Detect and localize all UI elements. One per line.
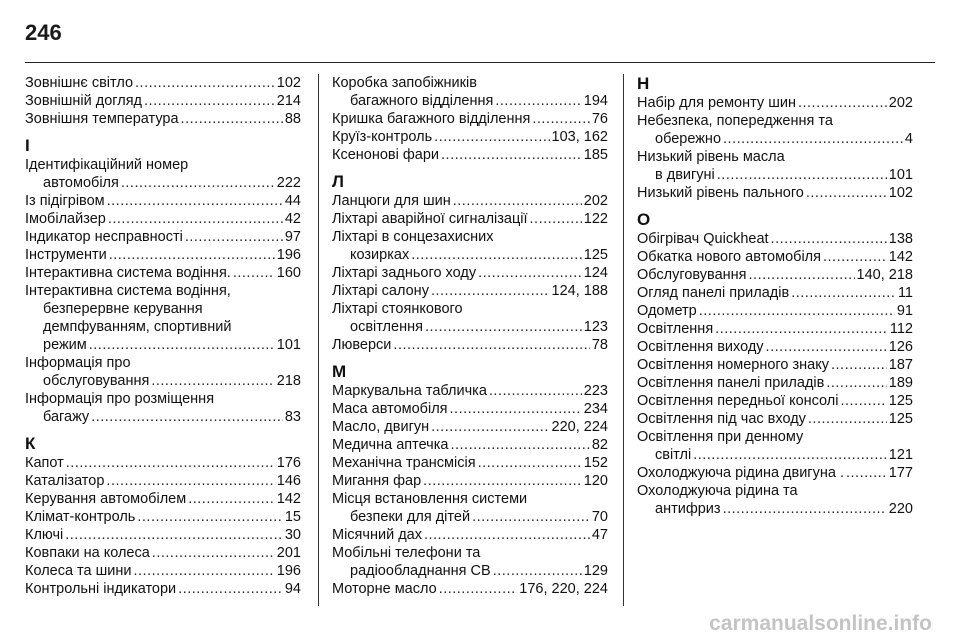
index-page-reference: 44 (284, 193, 301, 209)
index-entry (637, 184, 913, 202)
index-entry (332, 228, 608, 264)
index-page-reference: 15 (284, 509, 301, 525)
dot-leader (106, 472, 274, 490)
index-entry-text: Мобільні телефони та (332, 545, 481, 561)
index-page-reference: 91 (896, 303, 913, 319)
index-page-reference: 125 (583, 247, 608, 263)
index-entry (332, 264, 608, 282)
index-entry-text: Небезпека, попередження та (637, 113, 833, 129)
dot-leader (178, 580, 283, 598)
index-entry (25, 526, 301, 544)
index-entry-text: Освітлення при денному (637, 429, 804, 445)
index-entry-text: Інструменти (25, 247, 107, 263)
index-entry (332, 336, 608, 354)
index-page-reference: 102 (888, 185, 913, 201)
index-entry-text: Медична аптечка (332, 437, 449, 453)
index-entry (332, 110, 608, 128)
index-entry-text: Освітлення під час входу (637, 411, 806, 427)
index-page-reference: 146 (276, 473, 301, 489)
index-entry-text: Колеса та шини (25, 563, 132, 579)
dot-leader (425, 318, 582, 336)
index-entry (637, 248, 913, 266)
dot-leader (181, 110, 283, 128)
index-page-reference: 124, 188 (551, 283, 608, 299)
index-entry-text: антифриз (655, 501, 721, 517)
dot-leader (89, 336, 275, 354)
dot-leader (478, 454, 582, 472)
index-page-reference: 201 (276, 545, 301, 561)
index-entry-text: Інтерактивна система водіння. (25, 265, 231, 281)
index-entry-text: Низький рівень пального (637, 185, 804, 201)
index-entry-text: Зовнішнє світло (25, 75, 134, 91)
index-page-reference: 125 (888, 411, 913, 427)
index-entry-text: Зовнішня температура (25, 111, 179, 127)
index-entry (637, 410, 913, 428)
page-number: 246 (25, 20, 62, 45)
column-divider (623, 74, 624, 606)
index-page-reference: 103, 162 (551, 129, 608, 145)
index-entry (25, 490, 301, 508)
index-letter-heading: О (637, 210, 651, 229)
dot-leader (144, 92, 275, 110)
index-page-reference: 120 (583, 473, 608, 489)
index-column-2 (332, 74, 608, 598)
index-page-reference: 218 (276, 373, 301, 389)
index-page-reference: 220 (888, 501, 913, 517)
index-entry-text: Ліхтарі салону (332, 283, 429, 299)
index-page-reference: 152 (583, 455, 608, 471)
index-letter-heading: М (332, 362, 347, 381)
dot-leader (121, 174, 275, 192)
index-group (25, 434, 301, 598)
index-entry-text: Інформація про (25, 355, 131, 371)
index-page-reference: 234 (583, 401, 608, 417)
index-entry-text: освітлення (350, 319, 423, 335)
index-entry-text: Ідентифікаційний номер (25, 157, 189, 173)
index-page-reference: 202 (583, 193, 608, 209)
index-entry-text: Клімат-контроль (25, 509, 136, 525)
dot-leader (133, 562, 274, 580)
index-page-reference: 129 (583, 563, 608, 579)
index-entry-text: Кришка багажного відділення (332, 111, 531, 127)
index-group (332, 362, 608, 598)
index-entry-text: Низький рівень масла (637, 149, 785, 165)
index-entry-text: Із підігрівом (25, 193, 105, 209)
dot-leader (717, 166, 887, 184)
index-page-reference: 102 (276, 75, 301, 91)
index-page-reference: 189 (888, 375, 913, 391)
index-entry-text: Інформація про розміщення (25, 391, 215, 407)
index-entry-text: козирках (350, 247, 410, 263)
index-entry (637, 320, 913, 338)
index-entry-text: Місця встановлення системи (332, 491, 528, 507)
index-entry (25, 92, 301, 110)
index-entry (637, 94, 913, 112)
dot-leader (439, 580, 518, 598)
index-entry-text: Круїз-контроль (332, 129, 433, 145)
index-entry (637, 392, 913, 410)
index-entry-text: Освітлення панелі приладів (637, 375, 825, 391)
watermark: carmanualsonline.info (709, 612, 932, 635)
index-entry-text: Охолоджуюча рідина двигуна . (637, 465, 844, 481)
index-page-reference: 223 (583, 383, 608, 399)
dot-leader (841, 392, 887, 410)
dot-leader (151, 372, 274, 390)
index-entry (637, 464, 913, 482)
index-entry (332, 418, 608, 436)
index-entry (637, 428, 913, 464)
index-entry (25, 156, 301, 192)
index-entry-text: Ліхтарі аварійної сигналізації (332, 211, 528, 227)
index-entry (332, 146, 608, 164)
index-page-reference: 70 (591, 509, 608, 525)
index-entry (25, 192, 301, 210)
index-entry (332, 544, 608, 580)
index-page-reference: 112 (889, 321, 913, 337)
index-entry-text: Освітлення виходу (637, 339, 764, 355)
index-entry-text: Ключі (25, 527, 64, 543)
index-entry-text: Індикатор несправності (25, 229, 183, 245)
index-entry-text: Обслуговування (637, 267, 747, 283)
index-page-reference: 126 (888, 339, 913, 355)
index-entry-text: Ліхтарі в сонцезахисних (332, 229, 494, 245)
index-entry-text: світлі (655, 447, 692, 463)
index-page-reference: 88 (284, 111, 301, 127)
index-entry-text: Зовнішній догляд (25, 93, 143, 109)
index-entry-text: обслуговування (43, 373, 150, 389)
index-entry (637, 374, 913, 392)
index-entry-text: Ланцюги для шин (332, 193, 451, 209)
index-entry (25, 454, 301, 472)
index-page-reference: 214 (276, 93, 301, 109)
index-entry (25, 390, 301, 426)
index-page-reference: 187 (888, 357, 913, 373)
index-entry (332, 300, 608, 336)
index-entry-text: Освітлення передньої консолі (637, 393, 839, 409)
index-entry-text: Коробка запобіжників (332, 75, 477, 91)
dot-leader (699, 302, 895, 320)
index-page-reference: 125 (888, 393, 913, 409)
index-entry (332, 454, 608, 472)
dot-leader (450, 436, 589, 454)
index-entry (25, 210, 301, 228)
index-entry-text: Освітлення номерного знаку (637, 357, 829, 373)
index-entry-text: обережно (655, 131, 722, 147)
dot-leader (715, 320, 888, 338)
index-entry (637, 338, 913, 356)
index-page-reference: 101 (888, 167, 913, 183)
index-entry-text: Керування автомобілем (25, 491, 187, 507)
index-entry-text: Освітлення (637, 321, 714, 337)
dot-leader (411, 246, 582, 264)
index-entry-text: Обігрівач Quickheat (637, 231, 769, 247)
dot-leader (478, 264, 582, 282)
dot-leader (693, 446, 887, 464)
dot-leader (749, 266, 855, 284)
dot-leader (91, 408, 283, 426)
dot-leader (846, 464, 887, 482)
index-entry-text: Маркувальна табличка (332, 383, 487, 399)
index-entry-text: Інтерактивна система водіння, (25, 283, 231, 299)
index-entry-text: Капот (25, 455, 64, 471)
dot-leader (109, 246, 275, 264)
index-entry (25, 354, 301, 390)
column-divider (318, 74, 319, 606)
index-entry-text: Мигання фар (332, 473, 422, 489)
dot-leader (489, 382, 582, 400)
dot-leader (66, 454, 275, 472)
index-page-reference: 42 (284, 211, 301, 227)
dot-leader (450, 400, 582, 418)
index-page-reference: 124 (583, 265, 608, 281)
dot-leader (826, 374, 886, 392)
dot-leader (233, 264, 275, 282)
index-entry (637, 482, 913, 518)
index-entry-text: безперервне керування (43, 301, 203, 317)
index-page-reference: 123 (583, 319, 608, 335)
index-letter-heading: І (25, 136, 30, 155)
index-entry (637, 356, 913, 374)
index-entry (332, 526, 608, 544)
index-entry (332, 128, 608, 146)
dot-leader (137, 508, 283, 526)
dot-leader (135, 74, 275, 92)
index-page-reference: 11 (897, 285, 913, 301)
index-page-reference: 94 (284, 581, 301, 597)
index-page-reference: 194 (583, 93, 608, 109)
index-group (332, 172, 608, 354)
header-rule (25, 62, 935, 63)
index-entry (332, 382, 608, 400)
dot-leader (723, 500, 887, 518)
index-page-reference: 4 (904, 131, 913, 147)
index-entry-text: Моторне масло (332, 581, 437, 597)
index-page-reference: 142 (888, 249, 913, 265)
index-entry-text: Масло, двигун (332, 419, 430, 435)
dot-leader (185, 228, 283, 246)
index-entry (25, 228, 301, 246)
index-entry (25, 74, 301, 92)
index-page-reference: 176 (276, 455, 301, 471)
index-entry-text: Огляд панелі приладів (637, 285, 790, 301)
index-column-1 (25, 74, 301, 598)
index-entry-text: режим (43, 337, 87, 353)
index-entry (332, 472, 608, 490)
dot-leader (434, 128, 549, 146)
index-entry (332, 400, 608, 418)
index-group (25, 74, 301, 128)
index-page-reference: 142 (276, 491, 301, 507)
index-page-reference: 177 (888, 465, 913, 481)
index-entry-text: Обкатка нового автомобіля (637, 249, 821, 265)
dot-leader (495, 92, 581, 110)
index-entry-text: Ксенонові фари (332, 147, 440, 163)
index-page-reference: 220, 224 (551, 419, 608, 435)
index-page-reference: 30 (284, 527, 301, 543)
dot-leader (493, 562, 582, 580)
index-entry (25, 246, 301, 264)
index-entry-text: багажу (43, 409, 90, 425)
dot-leader (393, 336, 589, 354)
index-entry (25, 472, 301, 490)
index-entry-text: Місячний дах (332, 527, 422, 543)
index-entry (25, 562, 301, 580)
dot-leader (188, 490, 275, 508)
index-letter-heading: Н (637, 74, 650, 93)
index-entry-text: багажного відділення (350, 93, 494, 109)
dot-leader (798, 94, 887, 112)
index-entry-text: демпфуванням, спортивний (43, 319, 232, 335)
index-page-reference: 47 (591, 527, 608, 543)
index-entry-text: радіообладнання CB (350, 563, 491, 579)
index-entry (25, 264, 301, 282)
index-entry-text: Каталізатор (25, 473, 105, 489)
index-entry (332, 580, 608, 598)
index-page-reference: 76 (591, 111, 608, 127)
index-page-reference: 82 (591, 437, 608, 453)
index-page-reference: 101 (276, 337, 301, 353)
index-entry-text: Одометр (637, 303, 697, 319)
index-entry (637, 112, 913, 148)
dot-leader (808, 410, 887, 428)
index-entry (637, 302, 913, 320)
index-entry (637, 148, 913, 184)
index-page-reference: 138 (888, 231, 913, 247)
index-page-reference: 140, 218 (856, 267, 913, 283)
index-entry (25, 544, 301, 562)
index-entry-text: Контрольні індикатори (25, 581, 177, 597)
dot-leader (806, 184, 887, 202)
index-group (637, 210, 913, 518)
dot-leader (530, 210, 582, 228)
dot-leader (423, 472, 582, 490)
index-entry (332, 74, 608, 110)
index-entry-text: Ковпаки на колеса (25, 545, 150, 561)
index-entry (332, 436, 608, 454)
dot-leader (472, 508, 590, 526)
index-page-reference: 83 (284, 409, 301, 425)
dot-leader (65, 526, 283, 544)
index-page-reference: 122 (583, 211, 608, 227)
dot-leader (766, 338, 887, 356)
index-entry-text: Механічна трансмісія (332, 455, 476, 471)
index-group (332, 74, 608, 164)
dot-leader (108, 210, 283, 228)
dot-leader (791, 284, 896, 302)
dot-leader (431, 418, 549, 436)
dot-leader (723, 130, 903, 148)
dot-leader (441, 146, 582, 164)
index-page-reference: 176, 220, 224 (519, 581, 608, 597)
dot-leader (424, 526, 590, 544)
index-page-reference: 185 (583, 147, 608, 163)
index-page-reference: 196 (276, 247, 301, 263)
index-entry-text: безпеки для дітей (350, 509, 471, 525)
dot-leader (152, 544, 275, 562)
index-entry (332, 192, 608, 210)
index-entry (637, 230, 913, 248)
dot-leader (823, 248, 887, 266)
index-entry-text: Люверси (332, 337, 392, 353)
dot-leader (771, 230, 887, 248)
index-entry (332, 210, 608, 228)
index-entry-text: Охолоджуюча рідина та (637, 483, 798, 499)
index-entry-text: Імобілайзер (25, 211, 106, 227)
index-entry (25, 110, 301, 128)
index-entry (332, 282, 608, 300)
index-page-reference: 196 (276, 563, 301, 579)
index-page-reference: 160 (276, 265, 301, 281)
index-entry-text: Ліхтарі стоянкового (332, 301, 463, 317)
index-entry-text: автомобіля (43, 175, 119, 191)
index-entry (25, 282, 301, 354)
dot-leader (431, 282, 550, 300)
index-letter-heading: Л (332, 172, 344, 191)
index-entry (25, 580, 301, 598)
index-page-reference: 202 (888, 95, 913, 111)
index-page-reference: 97 (284, 229, 301, 245)
index-entry-text: Маса автомобіля (332, 401, 448, 417)
index-entry (332, 490, 608, 526)
index-entry (25, 508, 301, 526)
index-entry (637, 266, 913, 284)
index-group (25, 136, 301, 426)
index-page-reference: 78 (591, 337, 608, 353)
index-entry-text: Ліхтарі заднього ходу (332, 265, 477, 281)
dot-leader (831, 356, 887, 374)
dot-leader (532, 110, 589, 128)
dot-leader (453, 192, 582, 210)
index-entry-text: в двигуні (655, 167, 715, 183)
index-group (637, 74, 913, 202)
dot-leader (107, 192, 283, 210)
index-column-3 (637, 74, 913, 518)
index-page-reference: 222 (276, 175, 301, 191)
index-page-reference: 121 (888, 447, 913, 463)
index-entry-text: Набір для ремонту шин (637, 95, 796, 111)
index-letter-heading: К (25, 434, 36, 453)
index-entry (637, 284, 913, 302)
